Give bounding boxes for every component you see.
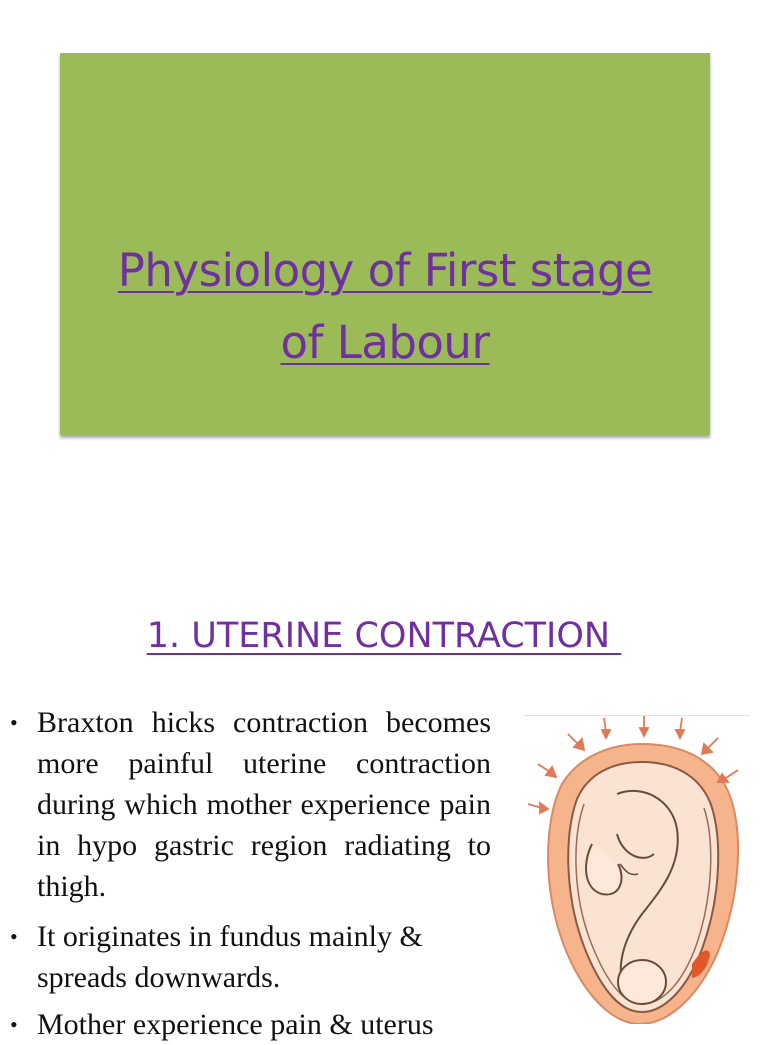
list-item (0, 702, 510, 907)
title-slide (60, 53, 710, 435)
list-item (0, 916, 510, 998)
slide-title (60, 235, 710, 379)
bullet-text: Mother experience pain & uterus (37, 1008, 434, 1041)
section-heading: 1. UTERINE CONTRACTION (146, 616, 622, 656)
list-item (0, 1004, 510, 1045)
bullet-icon: • (10, 924, 18, 949)
bullet-icon: • (10, 710, 18, 735)
bullet-text: It originates in fundus mainly & spreads downwards. (37, 920, 423, 994)
bullet-text: Braxton hicks contraction becomes more painful uterine contraction during which mother experience pain in hypo gastric region radiating to thigh. (37, 706, 491, 903)
slide-title-line-2: of Labour (280, 316, 490, 369)
bullet-icon: • (10, 1012, 18, 1037)
slide-title-line-1: Physiology of First stage (117, 244, 653, 297)
uterus-fetus-illustration-icon (522, 714, 750, 1024)
